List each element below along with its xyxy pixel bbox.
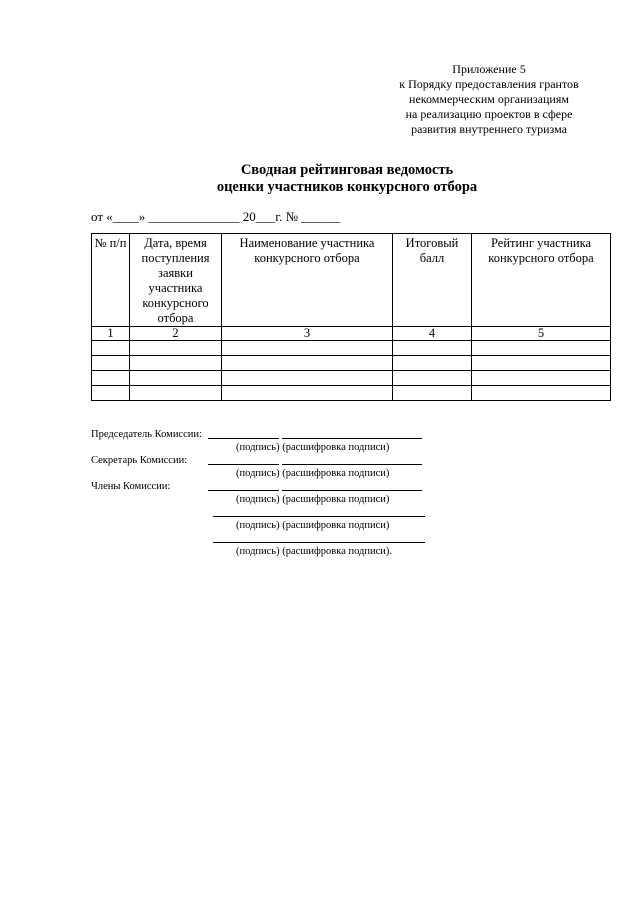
table-cell: [92, 386, 130, 401]
signature-block: [91, 428, 451, 558]
appendix-line: Приложение 5: [452, 62, 526, 76]
table-row: [92, 356, 611, 371]
signature-line: [208, 464, 279, 465]
caption-row: [91, 545, 451, 558]
table-row: [92, 341, 611, 356]
table-cell: [130, 356, 222, 371]
date-number-line: от «____» ______________ 20___г. № ______: [91, 209, 341, 224]
caption-row: [91, 441, 451, 454]
signature-row-secretary: [91, 454, 451, 467]
header-cell-rating: Рейтинг участника конкурсного отбора: [472, 234, 611, 327]
caption-row: [91, 493, 451, 506]
appendix-line: некоммерческим организациям: [409, 92, 569, 106]
table-cell: [222, 341, 393, 356]
number-cell: 5: [472, 327, 611, 341]
signature-line: [208, 490, 279, 491]
table-cell: [472, 341, 611, 356]
members-label: Члены Комиссии:: [91, 481, 171, 492]
table-cell: [130, 386, 222, 401]
appendix-header: [360, 62, 618, 137]
signature-row-chairman: [91, 428, 451, 441]
table-row: [92, 371, 611, 386]
header-cell-score: Итоговый балл: [393, 234, 472, 327]
table-cell: [92, 341, 130, 356]
title-line-1: Сводная рейтинговая ведомость: [240, 162, 454, 178]
number-cell: 4: [393, 327, 472, 341]
signature-caption: (подпись) (расшифровка подписи): [236, 520, 390, 531]
caption-row: [91, 519, 451, 532]
table-cell: [472, 386, 611, 401]
secretary-label: Секретарь Комиссии:: [91, 455, 188, 466]
table-cell: [472, 371, 611, 386]
table-cell: [222, 386, 393, 401]
table-header-row: [92, 234, 611, 327]
signature-line: [213, 516, 425, 517]
number-cell: 2: [130, 327, 222, 341]
signature-caption: (подпись) (расшифровка подписи): [236, 494, 390, 505]
table-number-row: [92, 327, 611, 341]
document-title: [0, 162, 640, 196]
signature-caption: (подпись) (расшифровка подписи).: [236, 546, 393, 557]
table-cell: [472, 356, 611, 371]
header-cell-name: Наименование участника конкурсного отбора: [222, 234, 393, 327]
number-cell: 3: [222, 327, 393, 341]
signature-caption: (подпись) (расшифровка подписи): [236, 442, 390, 453]
table-row: [92, 386, 611, 401]
signature-caption: (подпись) (расшифровка подписи): [236, 468, 390, 479]
signature-line: [213, 542, 425, 543]
table-cell: [393, 386, 472, 401]
appendix-line: к Порядку предоставления грантов: [399, 77, 579, 91]
table-cell: [130, 371, 222, 386]
table-cell: [92, 356, 130, 371]
table-cell: [393, 341, 472, 356]
signature-line: [208, 438, 279, 439]
chairman-label: Председатель Комиссии:: [91, 429, 202, 440]
table-cell: [393, 371, 472, 386]
table-cell: [92, 371, 130, 386]
appendix-line: на реализацию проектов в сфере: [405, 107, 573, 121]
signature-row-members: [91, 480, 451, 493]
name-line: [282, 464, 422, 465]
table-cell: [393, 356, 472, 371]
name-line: [282, 490, 422, 491]
signature-row-member-2: [91, 506, 451, 519]
rating-table: [91, 233, 611, 401]
signature-row-member-3: [91, 532, 451, 545]
header-cell-date: Дата, время поступления заявки участника конкурсного отбора: [130, 234, 222, 327]
caption-row: [91, 467, 451, 480]
title-line-2: оценки участников конкурсного отбора: [216, 179, 478, 195]
header-cell-number: № п/п: [92, 234, 130, 327]
number-cell: 1: [92, 327, 130, 341]
table-cell: [130, 341, 222, 356]
name-line: [282, 438, 422, 439]
table-cell: [222, 356, 393, 371]
appendix-line: развития внутреннего туризма: [411, 122, 567, 136]
table-cell: [222, 371, 393, 386]
